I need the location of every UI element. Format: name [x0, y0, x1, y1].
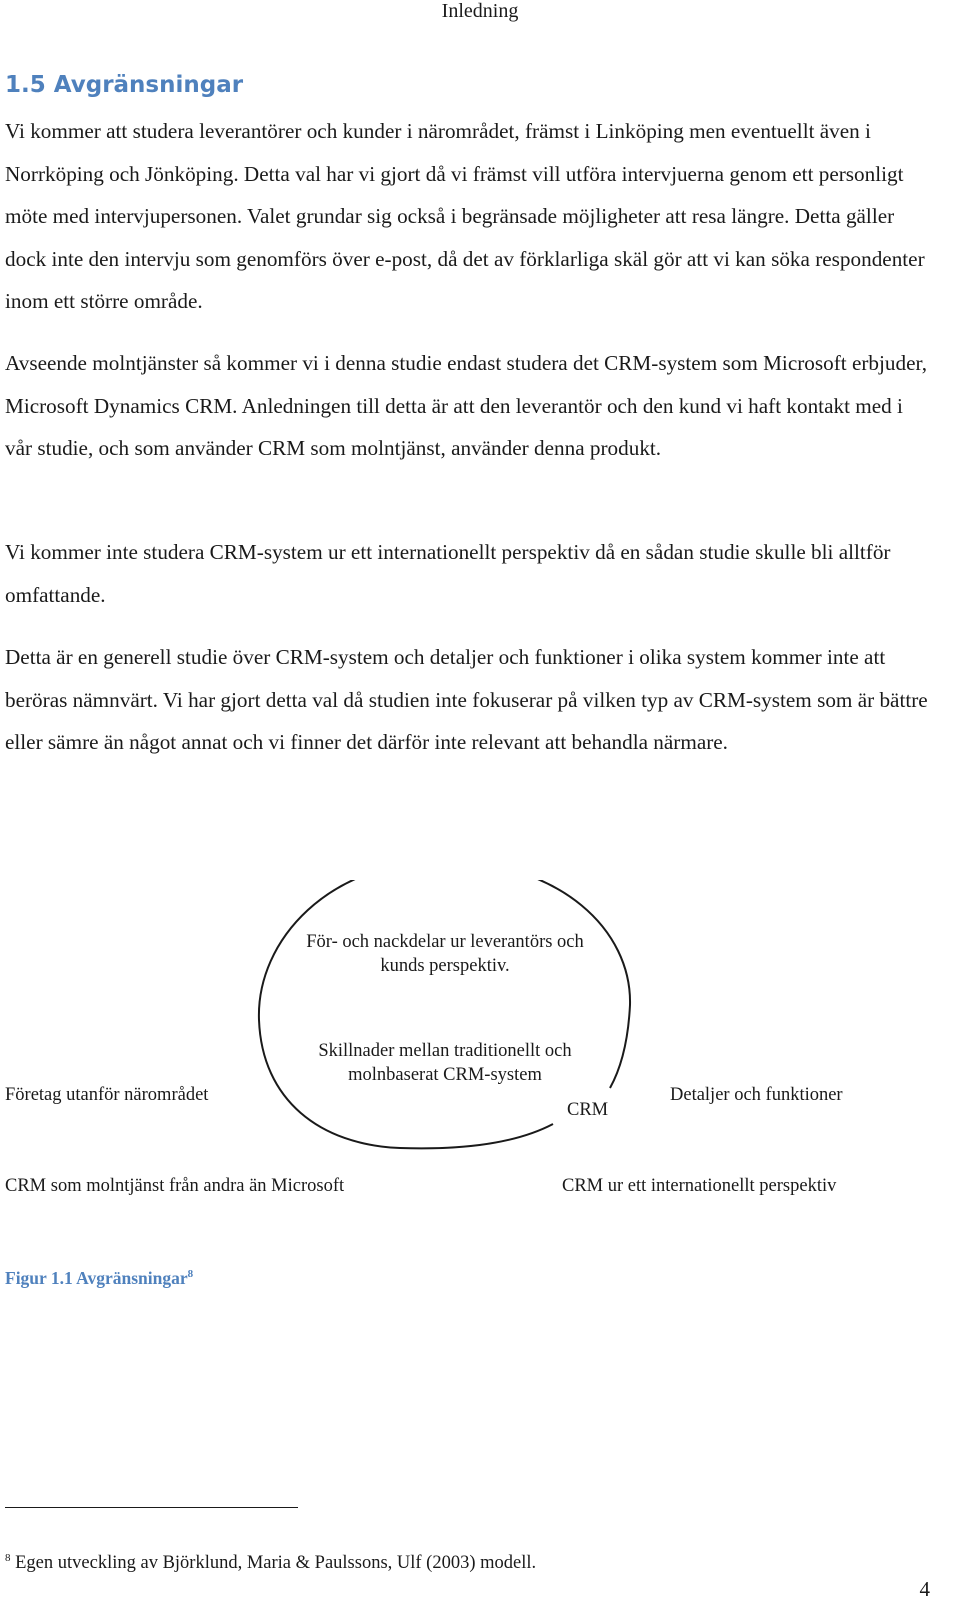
page-number: 4: [919, 1577, 930, 1601]
footnote-mark: 8: [5, 1552, 11, 1564]
figure-caption: [5, 1268, 193, 1289]
paragraph-3: Vi kommer inte studera CRM-system ur ett internationellt perspektiv då en sådan studie skulle bli alltför omfattande.: [5, 540, 891, 607]
label-outside-bottom-right: CRM ur ett internationellt perspektiv: [562, 1176, 837, 1196]
paragraph-1: Vi kommer att studera leverantörer och kunder i närområdet, främst i Linköping men eventuellt även i Norrköping och Jönköping. Detta val har vi gjort då vi främst vill utföra intervjuerna genom ett personligt möte med intervjupersonen. Valet grundar sig också i begränsade möjligheter att resa längre. Detta gäller dock inte den intervju som genomförs över e-post, då det av förklarliga skäl gör att vi kan söka respondenter inom ett större område.: [5, 119, 925, 313]
paragraph-4: Detta är en generell studie över CRM-system och detaljer och funktioner i olika system kommer inte att beröras nämnvärt. Vi har gjort detta val då studien inte fokuserar på vilken typ av CRM-system som är bättre eller sämre än något annat och vi finner det därför inte relevant att behandla närmare.: [5, 645, 928, 754]
label-outside-right: Detaljer och funktioner: [670, 1085, 843, 1105]
paragraph-2: Avseende molntjänster så kommer vi i denna studie endast studera det CRM-system som Microsoft erbjuder, Microsoft Dynamics CRM. Anledningen till detta är att den leverantör och den kund vi haft kontakt med i vår studie, och som använder CRM som molntjänst, använder denna produkt.: [5, 351, 927, 460]
section-heading: 1.5 Avgränsningar: [5, 72, 244, 98]
label-outside-left: Företag utanför närområdet: [5, 1085, 209, 1105]
footnote: [5, 1546, 536, 1575]
delimitation-figure: [0, 880, 960, 1200]
figure-caption-text: Figur 1.1 Avgränsningar: [5, 1268, 188, 1288]
footnote-text: Egen utveckling av Björklund, Maria & Paulssons, Ulf (2003) modell.: [15, 1553, 537, 1574]
label-pros-cons: För- och nackdelar ur leverantörs och kunds perspektiv.: [306, 932, 584, 976]
footnote-divider: [5, 1507, 298, 1508]
label-outside-bottom-left: CRM som molntjänst från andra än Microsoft: [5, 1176, 345, 1196]
label-differences: Skillnader mellan traditionellt och molnbaserat CRM-system: [318, 1041, 572, 1085]
running-head: Inledning: [441, 0, 519, 22]
footnote-ref: 8: [187, 1268, 194, 1281]
label-crm: CRM: [567, 1100, 609, 1120]
